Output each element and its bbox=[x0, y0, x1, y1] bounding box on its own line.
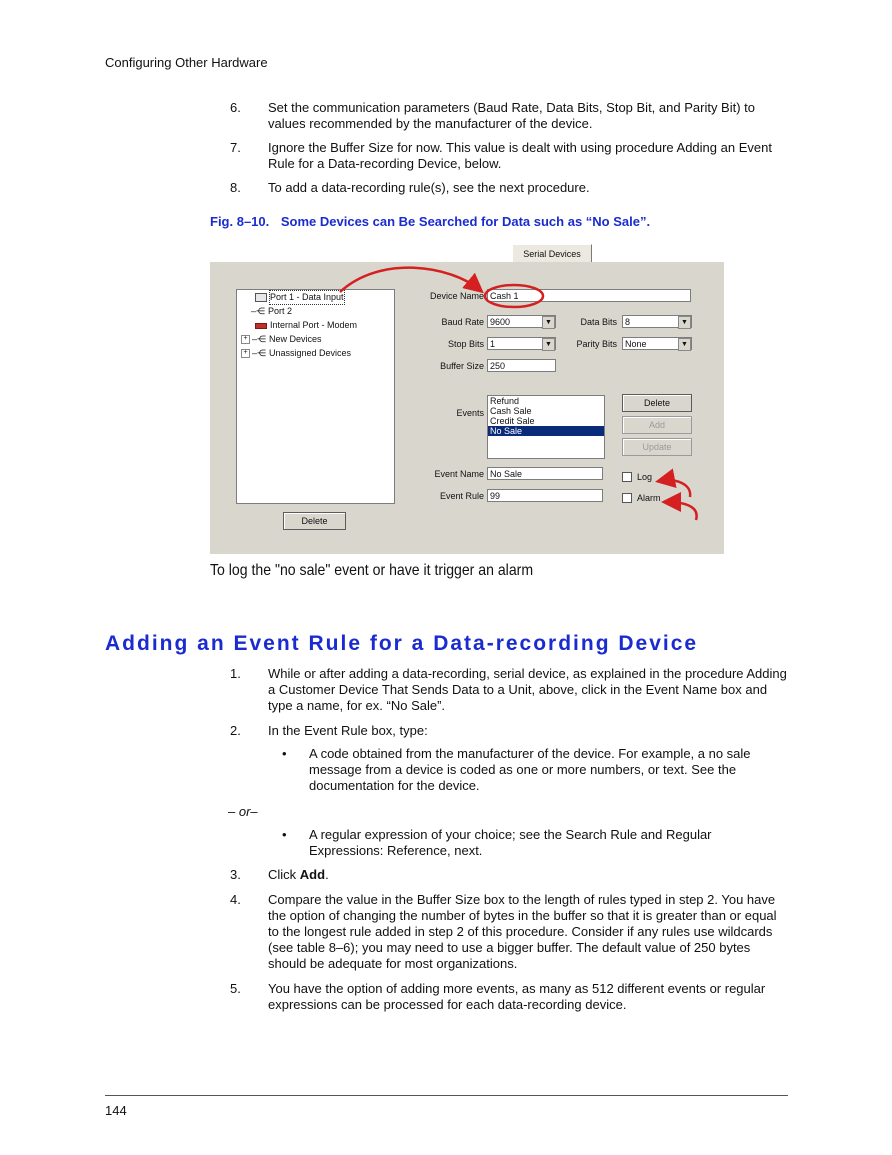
bullet-1 bbox=[282, 746, 762, 794]
bullet-icon: • bbox=[282, 827, 287, 842]
event-item[interactable]: Cash Sale bbox=[490, 406, 532, 416]
baud-rate-label: Baud Rate bbox=[441, 317, 484, 327]
step-text: While or after adding a data-recording, serial device, as explained in the procedure Adding a Customer Device That Sends Data to a Unit, above, click in the Event Name box and type a name, for ex. “No Sale”. bbox=[268, 666, 787, 713]
buffer-size-label: Buffer Size bbox=[440, 361, 484, 371]
stop-bits-value: 1 bbox=[490, 339, 496, 349]
step-number: 4. bbox=[230, 892, 241, 907]
tree-item-label: Port 2 bbox=[268, 306, 293, 316]
figure-label: Fig. 8–10. bbox=[210, 214, 270, 229]
chevron-down-icon[interactable]: ▼ bbox=[542, 338, 555, 351]
or-separator: – or– bbox=[228, 804, 258, 819]
tree-item-label: Internal Port - Modem bbox=[270, 320, 358, 330]
event-rule-input[interactable]: 99 bbox=[487, 489, 603, 502]
alarm-label: Alarm bbox=[637, 493, 661, 503]
step-number: 3. bbox=[230, 867, 241, 882]
step-text: To add a data-recording rule(s), see the next procedure. bbox=[268, 180, 590, 195]
event-rule-label: Event Rule bbox=[439, 491, 484, 501]
tab-serial-devices[interactable]: Serial Devices bbox=[512, 244, 592, 264]
events-label: Events bbox=[456, 408, 484, 418]
connector-icon: –⋲ bbox=[251, 306, 266, 316]
parity-bits-label: Parity Bits bbox=[576, 339, 617, 349]
bullet-2 bbox=[282, 827, 762, 859]
bullet-text: A regular expression of your choice; see the Search Rule and Regular Expressions: Reference, next. bbox=[309, 827, 712, 858]
connector-icon: –⋲ bbox=[252, 348, 267, 358]
step-5 bbox=[230, 981, 790, 1021]
step-number: 2. bbox=[230, 723, 241, 738]
add-keyword: Add bbox=[299, 867, 326, 882]
event-item[interactable]: Credit Sale bbox=[490, 416, 535, 426]
tree-item-label: New Devices bbox=[269, 334, 322, 344]
event-item[interactable]: Refund bbox=[490, 396, 520, 406]
chevron-down-icon[interactable]: ▼ bbox=[678, 338, 691, 351]
step-text: You have the option of adding more events, as many as 512 different events or regular expressions can be processed for each data-recording device. bbox=[268, 981, 766, 1012]
footer-rule bbox=[105, 1095, 788, 1096]
step-number: 5. bbox=[230, 981, 241, 996]
step-text: Ignore the Buffer Size for now. This value is dealt with using procedure Adding an Event Rule for a Data-recording Device, below. bbox=[268, 140, 772, 171]
device-name-highlight bbox=[485, 285, 543, 307]
tree-item-label: Port 1 - Data Input bbox=[270, 292, 344, 302]
step-text bbox=[268, 867, 790, 883]
update-event-button[interactable]: Update bbox=[622, 438, 692, 456]
arrow-to-alarm bbox=[666, 502, 697, 520]
data-bits-label: Data Bits bbox=[580, 317, 617, 327]
step-text: Compare the value in the Buffer Size box to the length of rules typed in step 2. You have the option of changing the number of bytes in the buffer so that it is greater than or equal to the longest rule added in step 2 of this procedure. Consider if any rules use wildcards (see table 8–6); you may need to use a bigger buffer. The default value of 250 bytes should be adequate for most organizations. bbox=[268, 892, 777, 971]
section-heading: Adding an Event Rule for a Data-recording Device bbox=[105, 632, 699, 655]
device-name-input[interactable]: Cash 1 bbox=[487, 289, 691, 302]
log-label: Log bbox=[637, 472, 653, 482]
step-number: 1. bbox=[230, 666, 241, 681]
expand-icon[interactable]: + bbox=[241, 335, 250, 344]
tree-delete-button[interactable]: Delete bbox=[283, 512, 346, 530]
buffer-size-input[interactable]: 250 bbox=[487, 359, 556, 372]
step-number: 8. bbox=[230, 180, 241, 195]
step-2 bbox=[230, 723, 790, 747]
arrow-to-device-name bbox=[340, 268, 480, 292]
chevron-down-icon[interactable]: ▼ bbox=[678, 316, 691, 329]
event-item-selected[interactable]: No Sale bbox=[488, 426, 604, 436]
add-event-button[interactable]: Add bbox=[622, 416, 692, 434]
connector-icon: –⋲ bbox=[252, 334, 267, 344]
step-text-post: . bbox=[325, 867, 329, 882]
event-name-label: Event Name bbox=[434, 469, 484, 479]
step-number: 7. bbox=[230, 140, 241, 155]
arrow-to-log bbox=[660, 480, 690, 497]
page-number: 144 bbox=[105, 1103, 127, 1118]
figure-title: Some Devices can Be Searched for Data such as “No Sale”. bbox=[280, 214, 651, 229]
parity-bits-value: None bbox=[625, 339, 647, 349]
data-bits-value: 8 bbox=[625, 317, 631, 327]
step-number: 6. bbox=[230, 100, 241, 115]
step-4 bbox=[230, 892, 790, 980]
stop-bits-label: Stop Bits bbox=[447, 339, 484, 349]
bullet-icon: • bbox=[282, 746, 287, 761]
baud-rate-value: 9600 bbox=[490, 317, 511, 327]
event-name-input[interactable]: No Sale bbox=[487, 467, 603, 480]
delete-event-button[interactable]: Delete bbox=[622, 394, 692, 412]
bullet-text: A code obtained from the manufacturer of the device. For example, a no sale message from a device is coded as one or more numbers, or text. See the documentation for the device. bbox=[309, 746, 751, 793]
expand-icon[interactable]: + bbox=[241, 349, 250, 358]
running-header: Configuring Other Hardware bbox=[105, 55, 268, 70]
step-3 bbox=[230, 867, 790, 891]
step-1 bbox=[230, 666, 790, 722]
device-name-label: Device Name bbox=[429, 291, 484, 301]
screenshot-caption: To log the "no sale" event or have it trigger an alarm bbox=[210, 562, 534, 579]
step-text-pre: Click bbox=[268, 867, 300, 882]
chevron-down-icon[interactable]: ▼ bbox=[542, 316, 555, 329]
step-text: Set the communication parameters (Baud Rate, Data Bits, Stop Bit, and Parity Bit) to values recommended by the manufacturer of the device. bbox=[268, 100, 756, 131]
tree-item-label: Unassigned Devices bbox=[269, 348, 352, 358]
step-text: In the Event Rule box, type: bbox=[268, 723, 428, 738]
